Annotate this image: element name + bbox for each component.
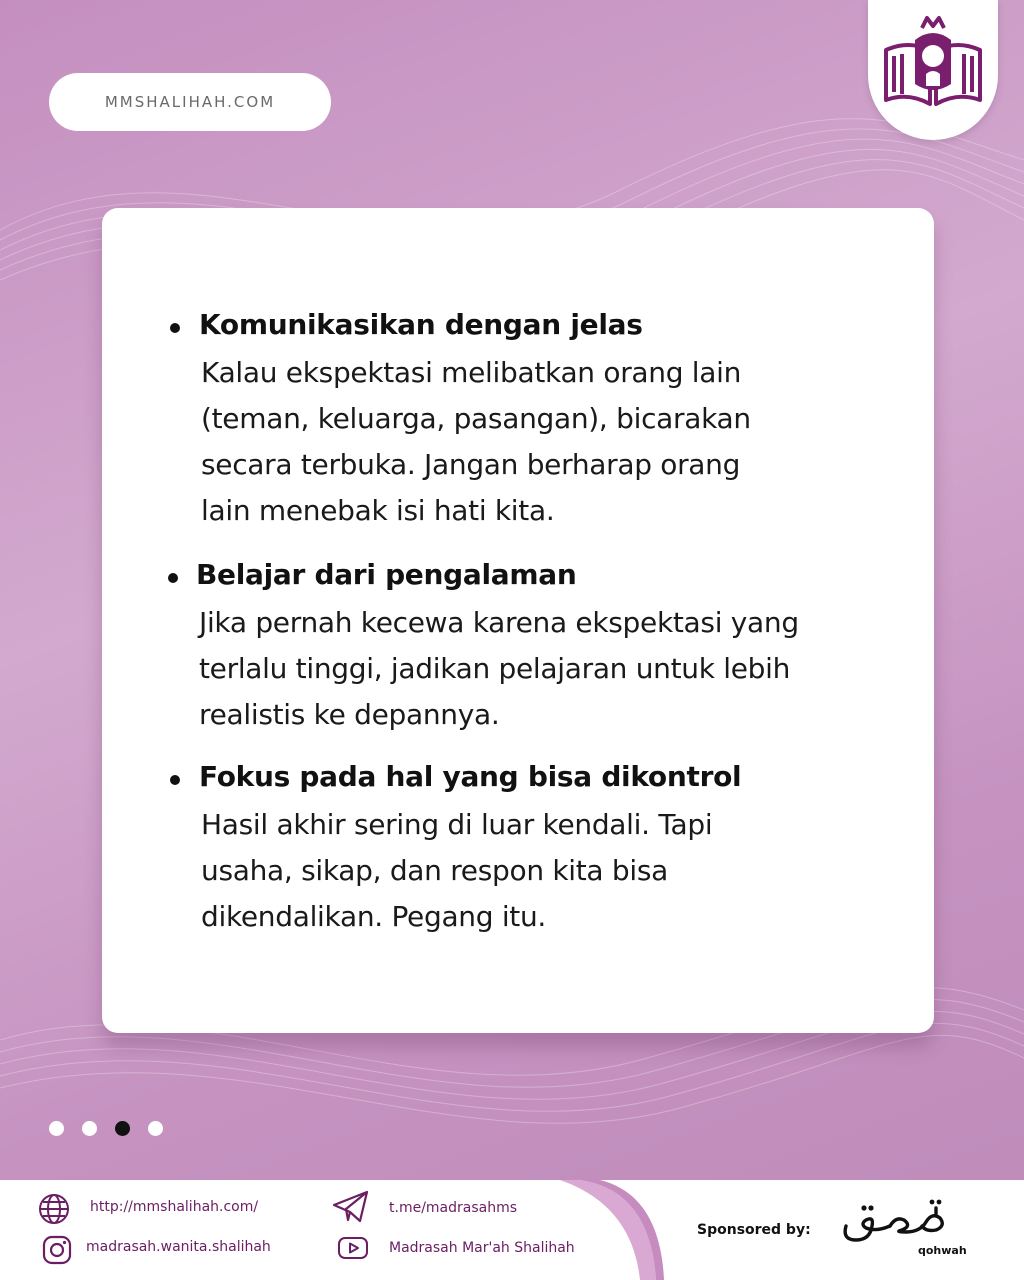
page-dot[interactable] (148, 1121, 163, 1136)
sponsor-label: Sponsored by: (697, 1222, 811, 1238)
item-body-line: usaha, sikap, dan respon kita bisa (201, 854, 668, 887)
brand-logo (878, 12, 988, 112)
content-card (102, 208, 934, 1033)
item-body-line: realistis ke depannya. (199, 698, 500, 731)
item-body (199, 600, 799, 738)
item-title: Fokus pada hal yang bisa dikontrol (199, 760, 742, 793)
bullet-icon (170, 323, 180, 333)
bullet-icon (168, 573, 178, 583)
item-body-line: Hasil akhir sering di luar kendali. Tapi (201, 808, 713, 841)
sponsor-logo (836, 1196, 956, 1248)
youtube-icon (337, 1236, 369, 1260)
item-body (201, 350, 751, 534)
item-body-line: (teman, keluarga, pasangan), bicarakan (201, 402, 751, 435)
instagram-link[interactable]: madrasah.wanita.shalihah (86, 1239, 271, 1255)
telegram-link[interactable]: t.me/madrasahms (389, 1200, 518, 1216)
footer-swoosh (560, 1180, 670, 1280)
pagination-dots (49, 1121, 163, 1136)
instagram-icon (42, 1235, 72, 1265)
item-title: Komunikasikan dengan jelas (199, 308, 643, 341)
page-dot[interactable] (82, 1121, 97, 1136)
item-body-line: terlalu tinggi, jadikan pelajaran untuk lebih (199, 652, 791, 685)
website-link[interactable]: http://mmshalihah.com/ (90, 1199, 259, 1215)
item-body-line: secara terbuka. Jangan berharap orang (201, 448, 741, 481)
website-label: MMSHALIHAH.COM (104, 93, 276, 111)
item-body-line: dikendalikan. Pegang itu. (201, 900, 547, 933)
item-body-line: Jika pernah kecewa karena ekspektasi yang (199, 606, 799, 639)
page-dot[interactable] (49, 1121, 64, 1136)
brand-logo-tab (868, 0, 998, 140)
bullet-icon (170, 775, 180, 785)
item-title: Belajar dari pengalaman (196, 558, 577, 591)
item-body-line: lain menebak isi hati kita. (201, 494, 555, 527)
item-body-line: Kalau ekspektasi melibatkan orang lain (201, 356, 742, 389)
item-body (201, 802, 712, 940)
youtube-link[interactable]: Madrasah Mar'ah Shalihah (389, 1240, 575, 1256)
telegram-icon (332, 1190, 370, 1224)
page-dot-active[interactable] (115, 1121, 130, 1136)
sponsor-name: qohwah (918, 1244, 967, 1257)
globe-icon (37, 1192, 71, 1226)
website-label-pill[interactable] (49, 73, 331, 131)
